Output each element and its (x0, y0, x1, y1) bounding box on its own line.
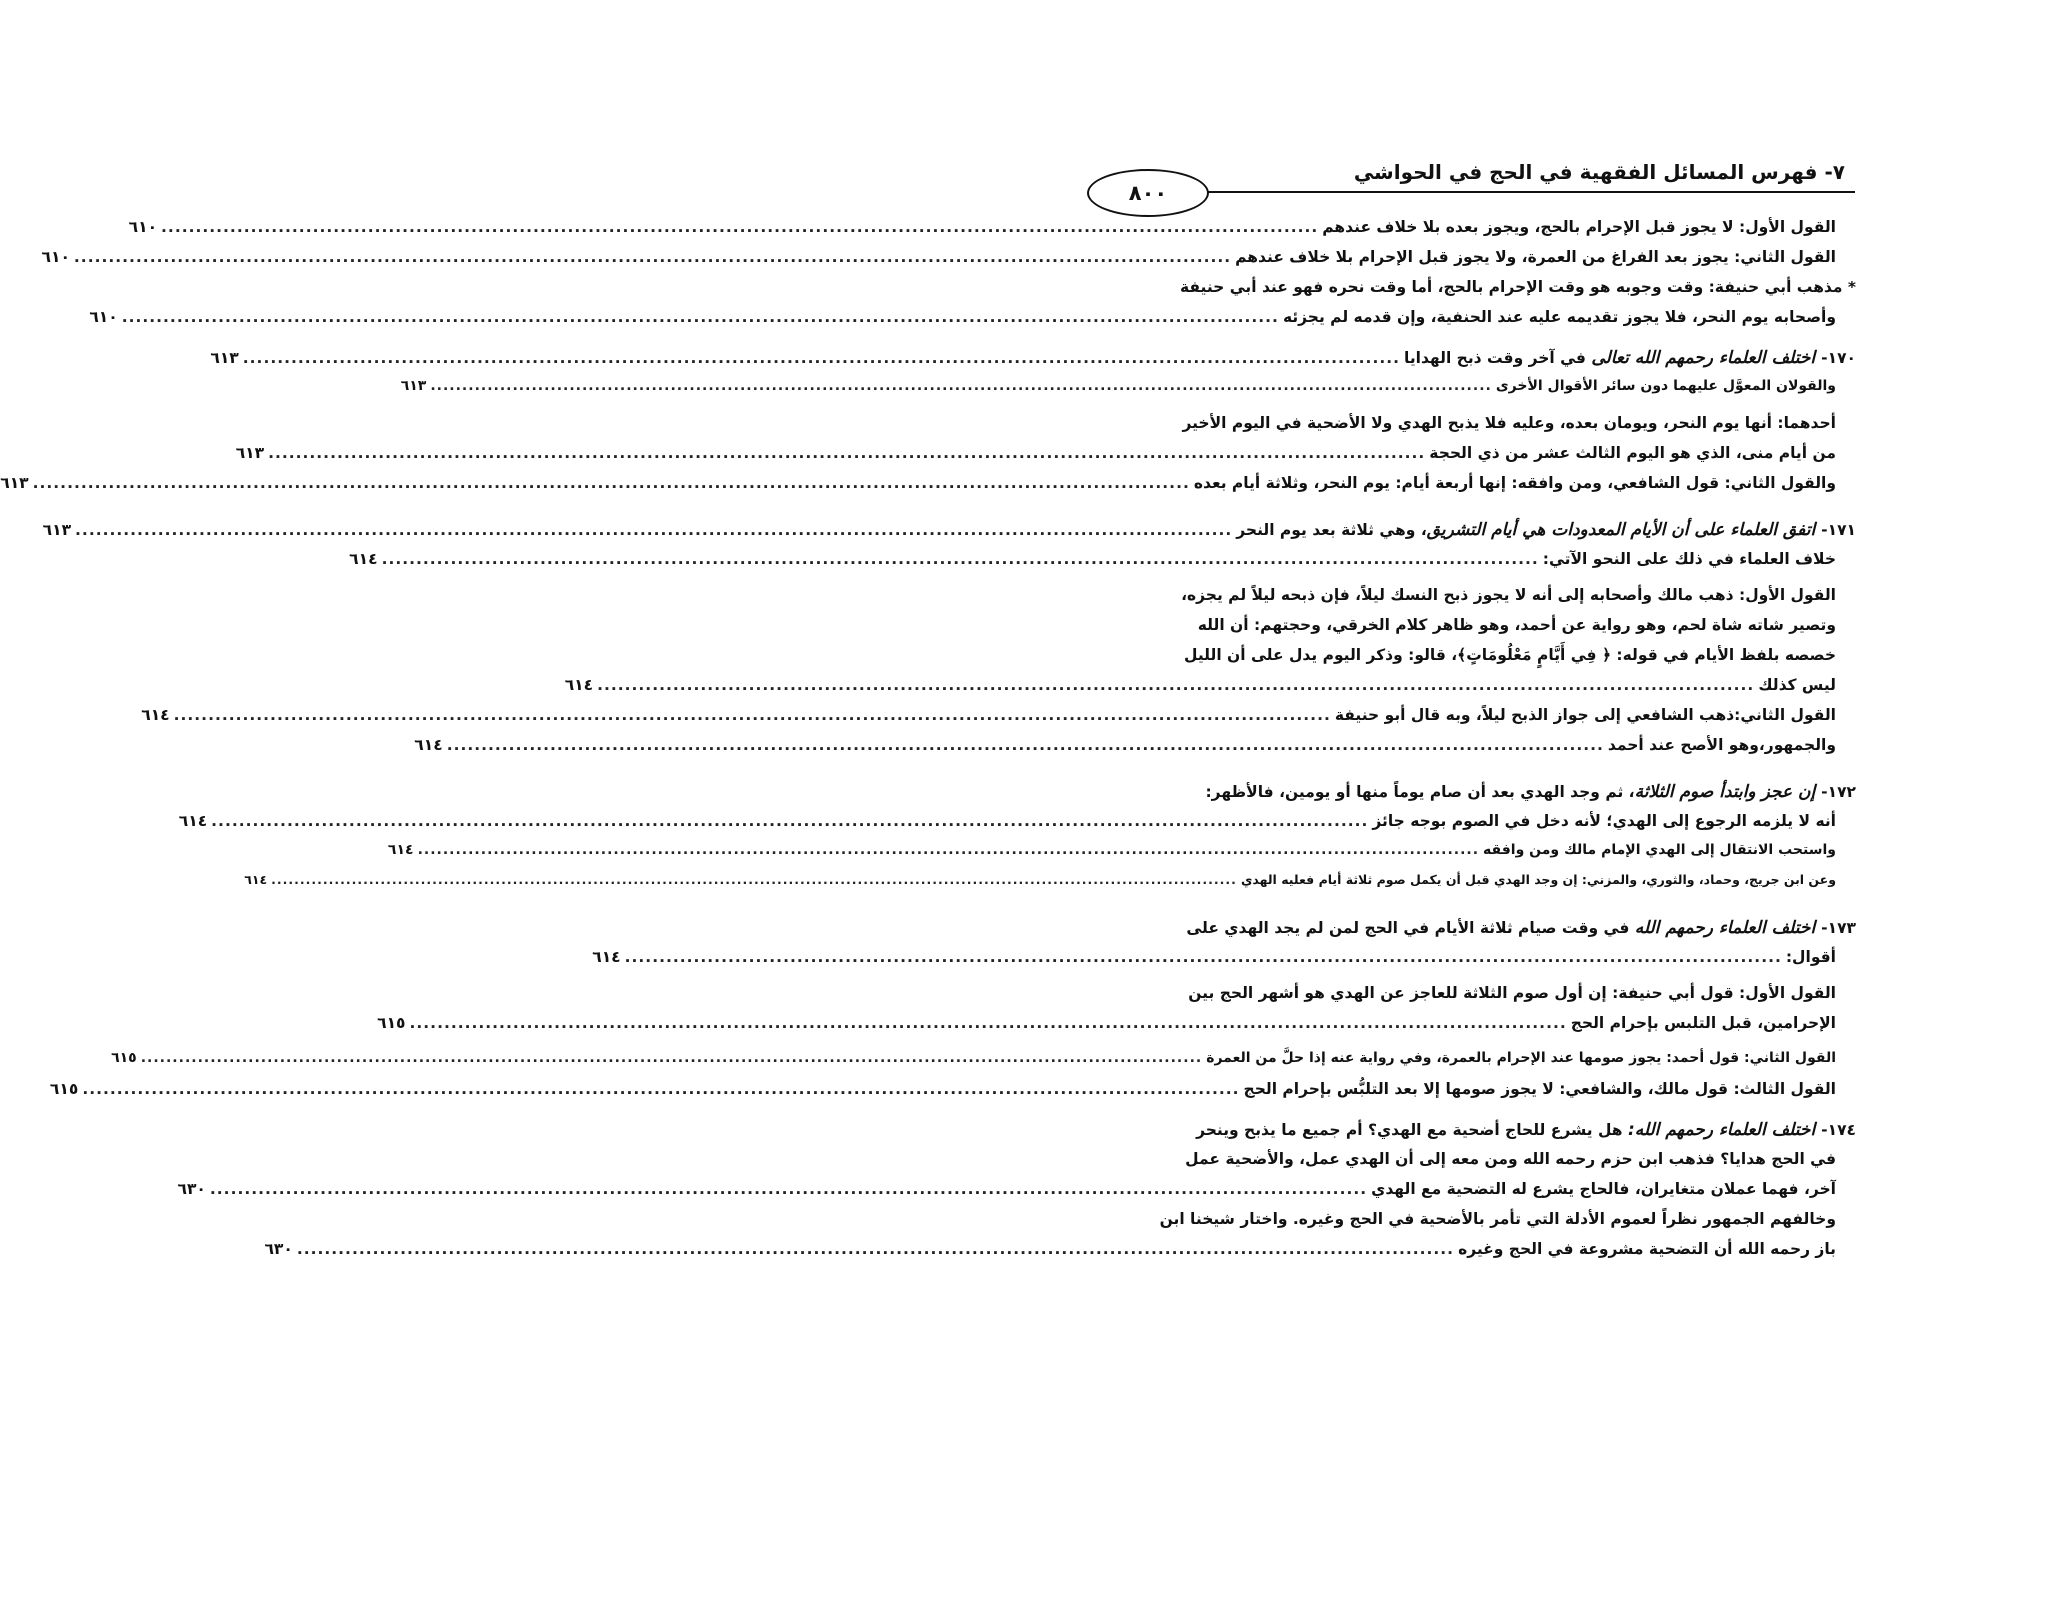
entry-body: هل يشرع للحاج أضحية مع الهدي؟ أم جميع ما يذبح وينحر (1196, 1121, 1628, 1139)
entry-body: باز رحمه الله أن التضحية مشروعة في الحج وغيره (1458, 1240, 1836, 1258)
entry-text (1184, 646, 1856, 664)
entry-page-number: ٦١٤ (592, 948, 621, 966)
entry-body: وتصير شاته شاة لحم، وهو رواية عن أحمد، وهو ظاهر كلام الخرقي، وحجتهم: أن الله (1197, 616, 1836, 634)
entry-page-number: ٦١٥ (111, 1050, 137, 1066)
entry-text (1241, 872, 1856, 887)
entry-page-number: ٦١٤ (244, 872, 268, 887)
entry-body: قول أحمد: يجوز صومها عند الإحرام بالعمرة، وفي رواية عنه إذا حلَّ من العمرة (1206, 1050, 1745, 1066)
leader-dots (267, 872, 1241, 887)
entry-body: لا يجوز قبل الإحرام بالحج، ويجوز بعده بلا خلاف عندهم (1322, 218, 1739, 236)
entry-body: ، وهي ثلاثة بعد يوم النحر (1236, 521, 1427, 539)
entry-text (1182, 414, 1856, 432)
leader-dots (406, 1014, 1571, 1032)
entry-page-number: ٦١٤ (349, 550, 378, 568)
entry-text (1235, 248, 1856, 266)
entry-text (1188, 984, 1856, 1002)
entry-page-number: ٦١٤ (178, 812, 208, 830)
entry-number: ١٧٣- (1821, 919, 1856, 937)
entry-page-number: ٦١٣ (210, 349, 239, 367)
index-entry (49, 1080, 1856, 1110)
index-entry (1090, 1150, 1856, 1180)
leader-dots (414, 842, 1483, 858)
entry-body: واستحب الانتقال إلى الهدي الإمام مالك ومن وافقه (1483, 842, 1836, 858)
index-entry (235, 444, 1856, 474)
entry-text (1371, 1180, 1856, 1198)
entry-text (1198, 616, 1856, 634)
entry-text (1236, 520, 1856, 540)
entry-page-number: ٦١٠ (41, 248, 70, 266)
index-entry (89, 308, 1856, 338)
index-entry (264, 1240, 1856, 1270)
entry-page-number: ٦١٣ (235, 444, 265, 462)
entry-text (1483, 842, 1856, 858)
entry-page-number: ٦١٣ (0, 474, 29, 492)
entry-text (1429, 444, 1856, 462)
index-entry (1090, 278, 1856, 308)
entry-lead: اختلف العلماء رحمهم الله تعالى (1591, 348, 1816, 368)
leader-dots (378, 550, 1543, 568)
entry-body: خصصه بلفظ الأيام في قوله: ﴿ فِي أَيَّامٍ مَعْلُومَاتٍ﴾، قالو: وذكر اليوم يدل على أن الليل (1184, 646, 1836, 664)
page-number-badge (1087, 169, 1209, 217)
entry-lead: اتفق العلماء على أن الأيام المعدودات هي أيام التشريق (1426, 520, 1816, 540)
entry-body: ليس كذلك (1758, 676, 1836, 694)
leader-dots (239, 349, 1404, 367)
entry-body: والقولان المعوَّل عليهما دون سائر الأقوال الأخرى (1495, 378, 1836, 394)
leader-dots (293, 1240, 1458, 1258)
entry-lead: القول الثاني: (1734, 706, 1836, 724)
entry-page-number: ٦١٠ (89, 308, 118, 326)
entry-body: وأصحابه يوم النحر، فلا يجوز تقديمه عليه عند الحنفية، وإن قدمه لم يجزئه (1282, 308, 1836, 326)
entry-page-number: ٦١٠ (128, 218, 158, 236)
entry-body: في الحج هدايا؟ فذهب ابن حزم رحمه الله ومن معه إلى أن الهدي عمل، والأضحية عمل (1185, 1150, 1836, 1168)
entry-page-number: ٦١٤ (414, 736, 443, 754)
entry-lead: القول الأول: (1739, 984, 1836, 1002)
entry-text (1160, 1210, 1856, 1228)
entry-lead: والقول الثاني: (1724, 474, 1836, 492)
entry-lead: القول الثالث: (1733, 1080, 1836, 1098)
index-entry (400, 378, 1856, 408)
entry-lead: القول الأول: (1739, 218, 1836, 236)
index-entry (414, 736, 1856, 766)
entry-text (1196, 1120, 1856, 1140)
leader-dots (264, 444, 1429, 462)
entry-page-number: ٦١٥ (377, 1014, 406, 1032)
entry-body: أقوال: (1785, 948, 1836, 966)
leader-dots (443, 736, 1608, 754)
leader-dots (157, 218, 1322, 236)
entry-body: يجوز بعد الفراغ من العمرة، ولا يجوز قبل الإحرام بلا خلاف عندهم (1235, 248, 1735, 266)
index-heading-entry (1090, 782, 1856, 812)
entry-lead: القول الثاني: (1744, 1050, 1836, 1066)
entry-body: في وقت صيام ثلاثة الأيام في الحج لمن لم يجد الهدي على (1186, 919, 1635, 937)
entry-body: وعن ابن جريج، وحماد، والثوري، والمزني: إن وجد الهدي قبل أن يكمل صوم ثلاثة أيام فعليه الهدي (1240, 872, 1836, 887)
index-entry (0, 474, 1856, 504)
index-entry (178, 812, 1856, 842)
entry-text (1244, 1080, 1856, 1098)
entry-text (1194, 474, 1856, 492)
entry-page-number: ٦١٤ (141, 706, 170, 724)
index-entry (564, 676, 1856, 706)
entry-text (1283, 308, 1856, 326)
entry-lead: القول الثاني: (1734, 248, 1836, 266)
leader-dots (207, 812, 1372, 830)
index-heading-entry (1090, 918, 1856, 948)
entry-body: خلاف العلماء في ذلك على النحو الآتي: (1542, 550, 1836, 568)
leader-dots (29, 474, 1194, 492)
entry-lead: إن عجز وابتدأ صوم الثلاثة (1634, 782, 1816, 802)
entry-text (1335, 706, 1856, 724)
index-entry (1090, 646, 1856, 676)
index-entry (1090, 586, 1856, 616)
index-entry (111, 1050, 1856, 1080)
index-heading-entry (210, 348, 1856, 378)
running-header-title: ٧- فهرس المسائل الفقهية في الحج في الحواشي (1353, 160, 1845, 184)
entry-body: * مذهب أبي حنيفة: وقت وجوبه هو وقت الإحرام بالحج، أما وقت نحره فهو عند أبي حنيفة (1179, 278, 1856, 296)
entry-number: ١٧٢- (1821, 783, 1856, 801)
entry-body: آخر، فهما عملان متغايران، فالحاج يشرع له التضحية مع الهدي (1371, 1180, 1836, 1198)
page-number: ٨٠٠ (1128, 181, 1168, 205)
index-entry (1090, 1210, 1856, 1240)
entry-text (1758, 676, 1856, 694)
entry-body: وخالفهم الجمهور نظراً لعموم الأدلة التي تأمر بالأضحية في الحج وغيره. واختار شيخنا ابن (1159, 1210, 1836, 1228)
entry-body: من أيام منى، الذي هو اليوم الثالث عشر من ذي الحجة (1429, 444, 1836, 462)
entry-body: أنه لا يلزمه الرجوع إلى الهدي؛ لأنه دخل في الصوم بوجه جائز (1372, 812, 1836, 830)
entry-text (1206, 1050, 1856, 1066)
entry-body: في آخر وقت ذبح الهدايا (1404, 349, 1592, 367)
leader-dots (78, 1080, 1243, 1098)
entry-number: ١٧١- (1821, 521, 1856, 539)
index-entry (377, 1014, 1856, 1044)
index-entry (1090, 414, 1856, 444)
index-entry (592, 948, 1856, 978)
entry-page-number: ٦٣٠ (264, 1240, 293, 1258)
entry-text (1181, 586, 1856, 604)
entry-text (1496, 378, 1856, 394)
entry-text (1186, 918, 1856, 938)
entry-number: ١٧٠- (1821, 349, 1856, 367)
entry-number: ١٧٤- (1821, 1121, 1856, 1139)
leader-dots (206, 1180, 1371, 1198)
entry-text (1404, 348, 1856, 368)
index-heading-entry (42, 520, 1856, 550)
entry-text (1786, 948, 1856, 966)
leader-dots (170, 706, 1335, 724)
index-entry (141, 706, 1856, 736)
entry-body: قول الشافعي، ومن وافقه: إنها أربعة أيام: يوم النحر، وثلاثة أيام بعده (1193, 474, 1725, 492)
leader-dots (70, 248, 1235, 266)
entry-body: ذهب الشافعي إلى جواز الذبح ليلاً، وبه قال أبو حنيفة (1334, 706, 1735, 724)
index-entry (387, 842, 1856, 872)
index-entry (1090, 616, 1856, 646)
index-entry (244, 872, 1856, 902)
index-heading-entry (1090, 1120, 1856, 1150)
leader-dots (137, 1050, 1206, 1066)
entry-page-number: ٦١٣ (42, 521, 72, 539)
entry-lead: القول الأول: (1739, 586, 1836, 604)
entry-body: ذهب مالك وأصحابه إلى أنه لا يجوز ذبح النسك ليلاً، فإن ذبحه ليلاً لم يجزه، (1181, 586, 1739, 604)
leader-dots (118, 308, 1283, 326)
index-entry (177, 1180, 1856, 1210)
index-entry (1090, 984, 1856, 1014)
leader-dots (593, 676, 1758, 694)
leader-dots (621, 948, 1786, 966)
entry-text (1322, 218, 1856, 236)
entry-text (1185, 1150, 1856, 1168)
index-entry (41, 248, 1856, 278)
entry-body: قول مالك، والشافعي: لا يجوز صومها إلا بعد التلبُّس بإحرام الحج (1243, 1080, 1734, 1098)
entry-lead: اختلف العلماء رحمهم الله: (1627, 1120, 1816, 1140)
entry-text (1180, 278, 1856, 296)
entry-text (1372, 812, 1856, 830)
leader-dots (426, 378, 1495, 394)
header-rule (1095, 191, 1855, 193)
entry-page-number: ٦١٤ (387, 842, 414, 858)
entry-body: قول أبي حنيفة: إن أول صوم الثلاثة للعاجز عن الهدي هو أشهر الحج بين (1188, 984, 1739, 1002)
entry-text (1608, 736, 1856, 754)
entry-body: والجمهور،وهو الأصح عند أحمد (1607, 736, 1836, 754)
index-entry (128, 218, 1856, 248)
entry-page-number: ٦١٥ (49, 1080, 79, 1098)
entry-text (1205, 782, 1856, 802)
leader-dots (71, 521, 1236, 539)
index-content (0, 218, 1856, 1270)
entry-text (1543, 550, 1856, 568)
entry-body: الإحرامين، قبل التلبس بإحرام الحج (1570, 1014, 1836, 1032)
entry-text (1571, 1014, 1856, 1032)
entry-body: أنها يوم النحر، ويومان بعده، وعليه فلا يذبح الهدي ولا الأضحية في اليوم الأخير (1182, 414, 1778, 432)
entry-lead: اختلف العلماء رحمهم الله (1634, 918, 1816, 938)
entry-page-number: ٦٣٠ (177, 1180, 206, 1198)
index-entry (349, 550, 1856, 580)
entry-page-number: ٦١٣ (400, 378, 427, 394)
entry-text (1458, 1240, 1856, 1258)
entry-lead: أحدهما: (1777, 414, 1836, 432)
entry-body: ، ثم وجد الهدي بعد أن صام يوماً منها أو يومين، فالأظهر: (1205, 783, 1635, 801)
entry-page-number: ٦١٤ (564, 676, 594, 694)
